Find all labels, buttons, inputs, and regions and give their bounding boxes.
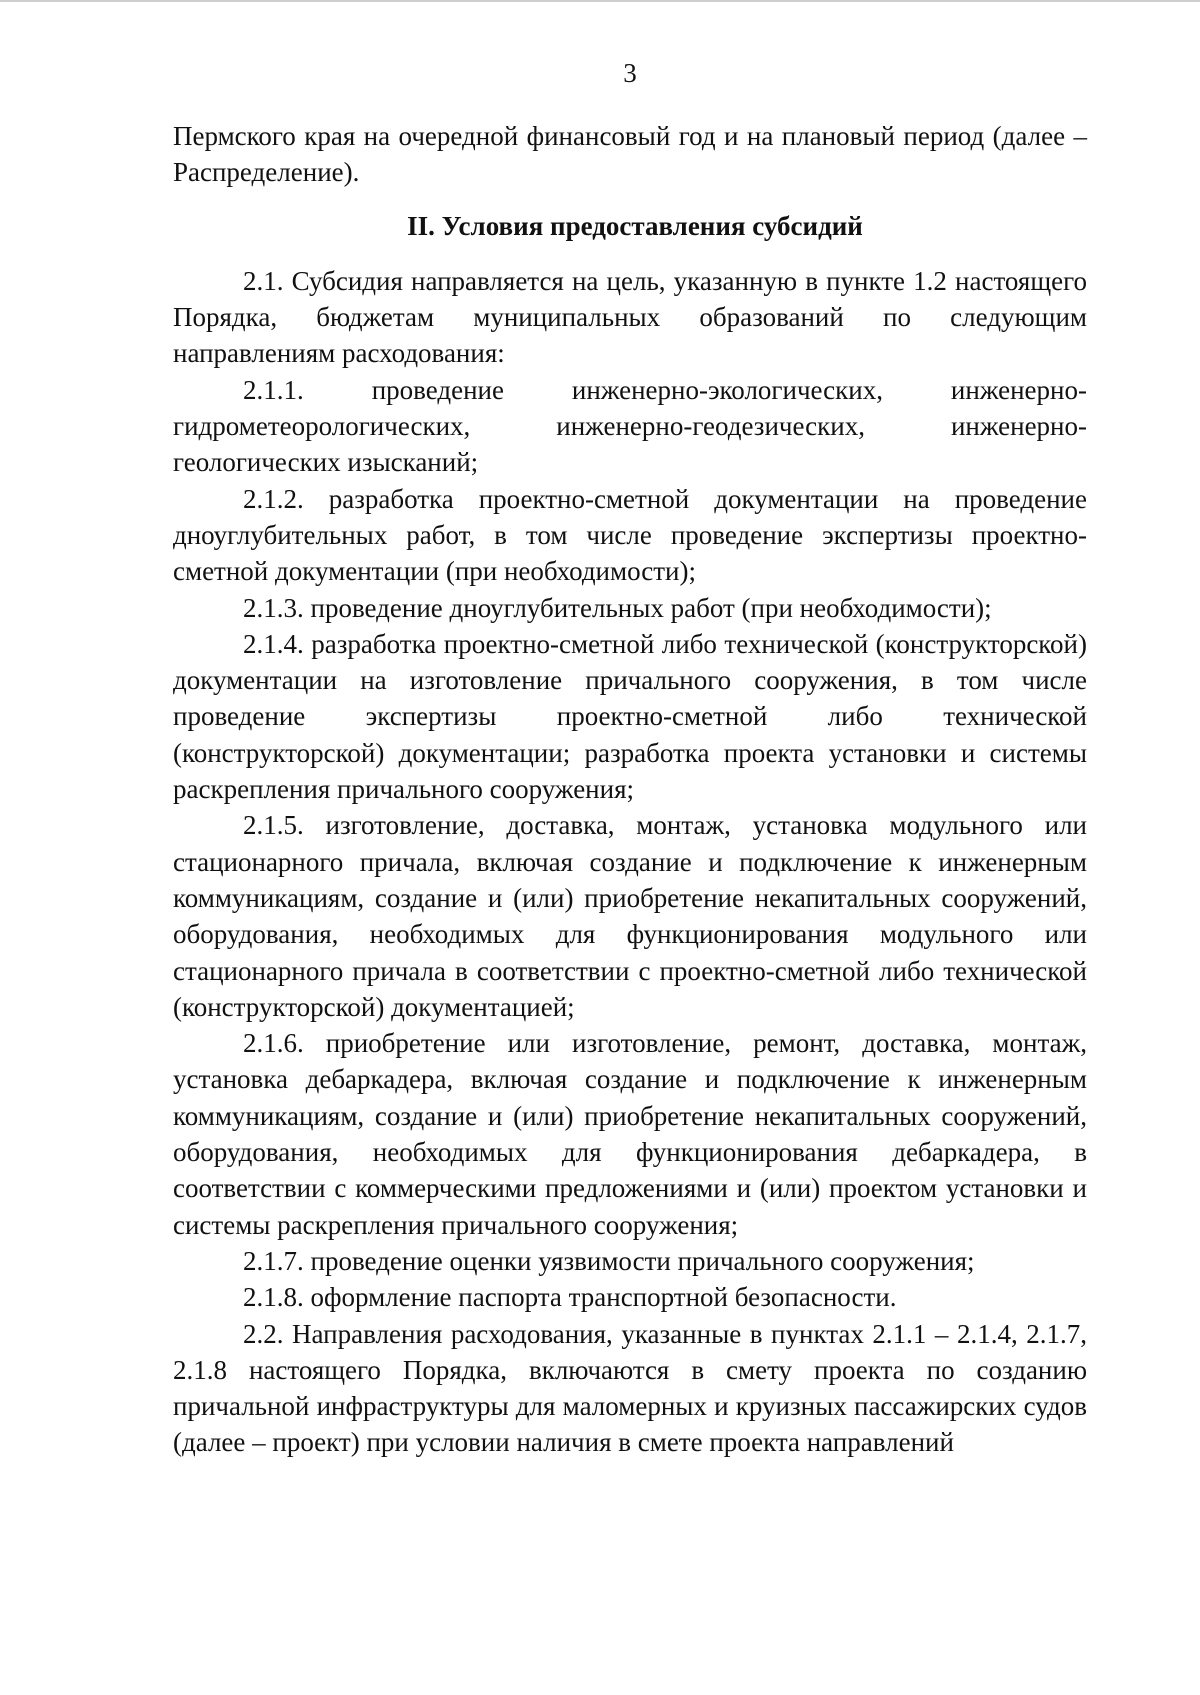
page-number: 3 [623,58,637,88]
paragraph-2-1-4: 2.1.4. разработка проектно-сметной либо технической (конструкторской) документации на изготовление причального сооружения, в том числе проведение экспертизы проектно-сметной либо технической (конструкторской) документации; разработка проекта установки и системы раскрепления причального сооружения; [173,628,1087,805]
paragraph-2-1: 2.1. Субсидия направляется на цель, указанную в пункте 1.2 настоящего Порядка, бюджетам муниципальных образований по следующим направлениям расходования: [173,265,1087,369]
paragraph-2-1-8: 2.1.8. оформление паспорта транспортной безопасности. [243,1282,897,1313]
paragraph-2-1-5: 2.1.5. изготовление, доставка, монтаж, установка модульного или стационарного причала, включая создание и подключение к инженерным коммуникациям, создание и (или) приобретение некапитальных сооружений, оборудования, необходимых для функционирования модульного или стационарного причала в соответствии с проектно-сметной либо технической (конструкторской) документацией; [173,810,1087,1022]
paragraph-2-1-7: 2.1.7. проведение оценки уязвимости причального сооружения; [243,1245,975,1276]
paragraph-2-1-6: 2.1.6. приобретение или изготовление, ремонт, доставка, монтаж, установка дебаркадера, включая создание и подключение к инженерным коммуникациям, создание и (или) приобретение некапитальных сооружений, оборудования, необходимых для функционирования дебаркадера, в соответствии с коммерческими предложениями и (или) проектом установки и системы раскрепления причального сооружения; [173,1028,1087,1240]
paragraph-2-2: 2.2. Направления расходования, указанные в пунктах 2.1.1 – 2.1.4, 2.1.7, 2.1.8 настоящего Порядка, включаются в смету проекта по созданию причальной инфраструктуры для маломерных и круизных пассажирских судов (далее – проект) при условии наличия в смете проекта направлений [173,1318,1087,1458]
paragraph-continuation: Пермского края на очередной финансовый год и на плановый период (далее – Распределение). [173,121,1087,188]
paragraph-2-1-1: 2.1.1. проведение инженерно-экологических, инженерно-гидрометеорологических, инженерно-геодезических, инженерно-геологических изысканий; [173,374,1087,478]
document-body [173,118,1087,1461]
paragraph-2-1-2: 2.1.2. разработка проектно-сметной документации на проведение дноуглубительных работ, в том числе проведение экспертизы проектно-сметной документации (при необходимости); [173,483,1087,587]
paragraph-2-1-3: 2.1.3. проведение дноуглубительных работ (при необходимости); [243,592,992,623]
scan-edge-line [0,0,1200,2]
section-heading: II. Условия предоставления субсидий [407,210,863,241]
